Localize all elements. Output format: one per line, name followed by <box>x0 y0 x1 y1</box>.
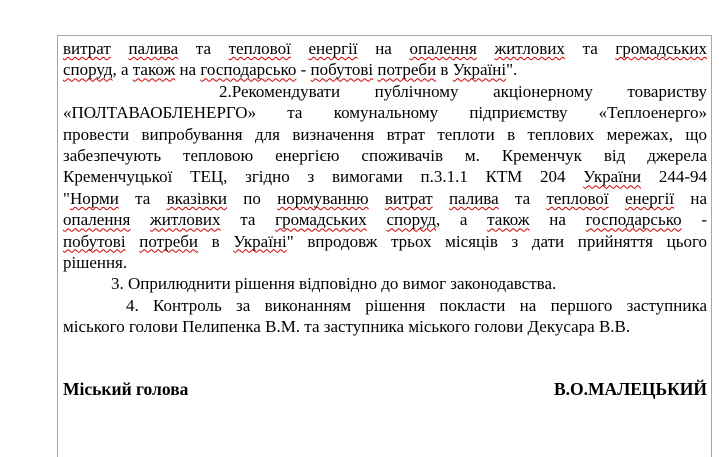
misspelled-word: витрат <box>384 188 433 208</box>
misspelled-word: палива <box>448 188 499 208</box>
text-line <box>63 81 707 102</box>
misspelled-word: житлових <box>494 39 565 58</box>
text-line <box>63 166 707 187</box>
misspelled-word: потреби <box>139 231 199 251</box>
misspelled-word: теплової <box>228 39 291 58</box>
text-segment: " <box>63 188 70 208</box>
misspelled-word: також <box>487 210 530 230</box>
text-segment: та <box>220 210 276 230</box>
misspelled-word: побутові <box>63 231 126 251</box>
text-line <box>63 124 707 145</box>
misspelled-word: енергії <box>624 188 675 208</box>
text-line <box>63 59 707 80</box>
text-line <box>63 209 707 230</box>
text-segment: 2.Рекомендувати публічному акціонерному товариству <box>219 81 707 101</box>
text-segment: в <box>198 231 234 251</box>
text-segment: ". <box>506 60 518 80</box>
text-segment: провести випробування для визначення втрат теплоти в теплових мережах, що <box>63 124 707 144</box>
misspelled-word: витрат <box>63 39 111 58</box>
misspelled-word: нормуванню <box>277 188 369 208</box>
misspelled-word: палива <box>128 39 179 58</box>
misspelled-word: Україні <box>233 231 287 251</box>
text-segment: на <box>357 39 410 58</box>
text-segment: на <box>529 210 586 230</box>
text-segment: Кременчуцької ТЕЦ, згідно з вимогами п.3.1.1 КТМ 204 <box>63 167 584 187</box>
text-line <box>63 252 707 273</box>
text-segment: " впродовж трьох місяців з дати прийняття цього <box>286 231 708 251</box>
text-line <box>63 145 707 166</box>
misspelled-word: енергії <box>308 39 358 58</box>
text-segment <box>126 232 140 251</box>
text-segment <box>609 189 625 208</box>
text-segment: - <box>681 210 707 230</box>
text-segment <box>130 210 150 229</box>
misspelled-word: Норми <box>69 188 119 208</box>
misspelled-word: побутові <box>310 60 374 80</box>
text-segment: , а <box>112 60 133 80</box>
text-segment <box>477 39 495 58</box>
misspelled-word: громадських <box>615 39 708 58</box>
text-segment: 3. Оприлюднити рішення відповідно до вимог законодавства. <box>111 274 557 294</box>
text-segment: та <box>564 39 616 58</box>
text-segment: на <box>175 60 201 80</box>
text-segment <box>291 39 309 58</box>
signature-name: В.О.МАЛЕЦЬКИЙ <box>554 378 707 399</box>
text-segment <box>111 39 129 58</box>
text-line <box>63 188 707 209</box>
misspelled-word: господарсько <box>200 60 297 80</box>
text-segment <box>369 189 385 208</box>
text-segment: та <box>118 188 167 208</box>
text-line <box>63 102 707 123</box>
text-segment <box>433 189 449 208</box>
misspelled-word: опалення <box>409 39 477 58</box>
text-segment: в <box>436 60 453 80</box>
misspelled-word: України <box>583 167 642 187</box>
misspelled-word: теплової <box>546 188 609 208</box>
misspelled-word: господарсько <box>585 210 682 230</box>
text-segment: та <box>178 39 229 58</box>
text-segment: та <box>498 188 547 208</box>
misspelled-word: вказівки <box>166 188 228 208</box>
text-line <box>63 231 707 252</box>
misspelled-word: опалення <box>63 210 131 230</box>
text-line <box>63 38 707 59</box>
text-line <box>63 295 707 316</box>
text-segment: 244-94 <box>641 167 707 187</box>
misspelled-word: потреби <box>377 60 437 80</box>
text-line <box>63 316 707 337</box>
text-segment: , а <box>435 210 488 230</box>
text-segment: по <box>227 188 278 208</box>
text-segment: забезпечують тепловою енергією споживачів м. Кременчук від джерела <box>63 146 707 166</box>
misspelled-word: споруд <box>386 210 436 230</box>
text-segment: - <box>296 60 311 80</box>
text-segment: «ПОЛТАВАОБЛЕНЕРГО» та комунальному підприємству «Теплоенерго» <box>63 103 707 123</box>
text-segment: міського голови Пелипенка В.М. та заступника міського голови Декусара В.В. <box>63 317 631 337</box>
signature-title: Міський голова <box>63 378 189 399</box>
document-text-frame <box>57 35 712 457</box>
misspelled-word: Україні <box>452 60 507 80</box>
misspelled-word: житлових <box>150 210 221 230</box>
misspelled-word: також <box>132 60 176 80</box>
document-body <box>58 36 711 338</box>
misspelled-word: громадських <box>275 210 367 230</box>
text-segment: рішення. <box>63 253 128 273</box>
misspelled-word: споруд <box>63 60 113 80</box>
text-segment: на <box>674 188 707 208</box>
text-line <box>63 273 707 294</box>
text-segment: 4. Контроль за виконанням рішення покласти на першого заступника <box>126 295 707 315</box>
signature-row <box>58 378 711 400</box>
text-segment <box>367 210 387 229</box>
